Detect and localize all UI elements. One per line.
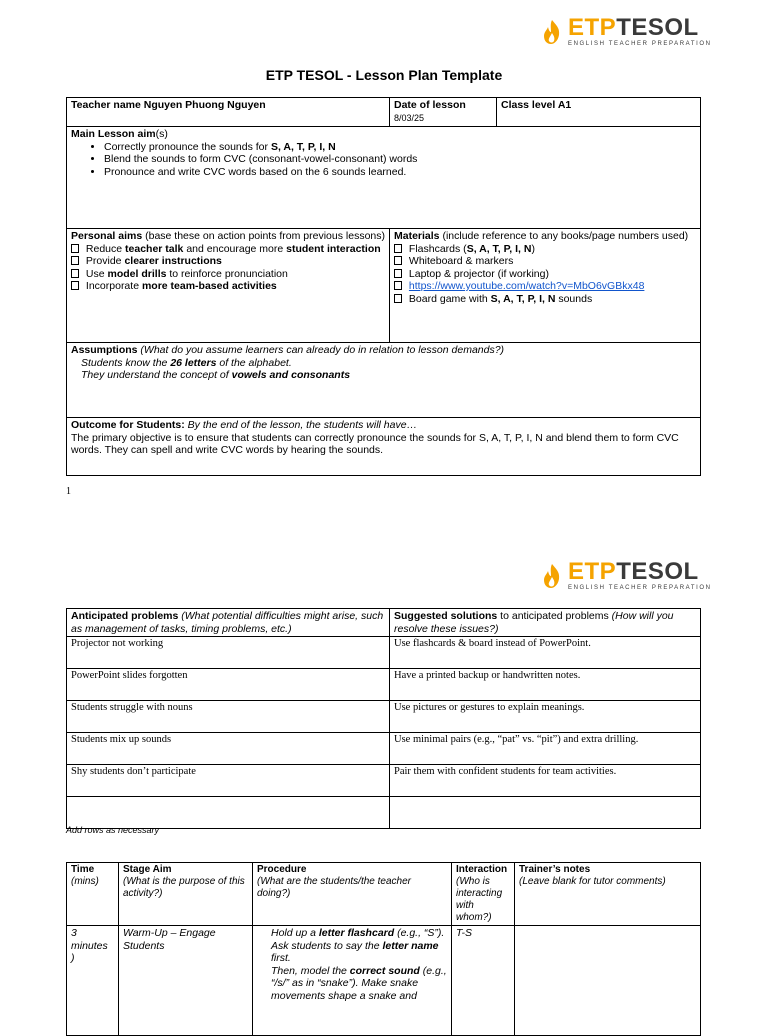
problem-cell — [67, 797, 390, 829]
checkbox-icon — [394, 244, 402, 253]
material-bold: S, A, T, P, I, N — [490, 292, 556, 305]
solution-cell: Use flashcards & board instead of PowerPoint. — [390, 637, 701, 669]
list-item — [71, 280, 385, 293]
checkbox-icon — [71, 269, 79, 278]
list-item — [394, 255, 696, 268]
table-row — [67, 926, 701, 1036]
procedure-step — [257, 927, 447, 940]
table-row — [67, 701, 701, 733]
logo-text-etp: ETP — [568, 558, 617, 585]
list-item — [71, 255, 385, 268]
flame-icon — [540, 563, 564, 589]
material-text: sounds — [555, 292, 593, 305]
list-item — [71, 243, 385, 256]
lesson-plan-table — [66, 97, 701, 476]
problem-cell: PowerPoint slides forgotten — [67, 669, 390, 701]
logo-text-tesol: TESOL — [616, 558, 699, 585]
procedure-heading: Procedure — [257, 864, 307, 875]
procedure-text: Hold up a — [271, 927, 319, 939]
aim-bold: student interaction — [286, 242, 381, 255]
solution-cell: Use pictures or gestures to explain meanings. — [390, 701, 701, 733]
problems-header-row — [67, 609, 701, 637]
assumption-text: They understand the concept of — [81, 369, 232, 381]
procedure-text: (e.g., “S”). — [394, 927, 445, 939]
material-text: Flashcards ( — [406, 242, 467, 255]
youtube-link[interactable]: https://www.youtube.com/watch?v=MbO6vGBkx48 — [408, 280, 645, 292]
outcome-cell — [67, 418, 701, 476]
checkbox-icon — [71, 256, 79, 265]
personal-aims-hint: (base these on action points from previous lessons) — [142, 230, 385, 242]
problem-cell: Projector not working — [67, 637, 390, 669]
main-aim-cell — [67, 127, 701, 229]
stage-header — [119, 863, 253, 926]
aim-text: Pronounce and write CVC words based on the 6 sounds learned. — [104, 165, 407, 178]
list-item — [71, 357, 696, 370]
interaction-heading: Interaction — [456, 864, 508, 875]
problems-header — [67, 609, 390, 637]
list-item — [394, 280, 696, 293]
problem-cell: Students mix up sounds — [67, 733, 390, 765]
class-level: Class level A1 — [501, 99, 572, 111]
header-row — [67, 98, 701, 127]
assumptions-heading: Assumptions — [71, 344, 138, 356]
procedure-bold: letter flashcard — [318, 927, 395, 939]
interaction-header — [452, 863, 515, 926]
material-text: Whiteboard & markers — [406, 255, 514, 267]
main-aim-list — [71, 141, 696, 179]
aim-sounds: S, A, T, P, I, N — [270, 140, 336, 153]
procedure-cell — [253, 926, 452, 1036]
aim-text: Blend the sounds to form CVC (consonant-vowel-consonant) words — [104, 153, 418, 165]
checkbox-icon — [394, 294, 402, 303]
personal-aims-cell — [67, 229, 390, 343]
list-item — [394, 293, 696, 306]
material-bold: S, A, T, P, I, N — [466, 242, 532, 255]
problem-cell: Shy students don’t participate — [67, 765, 390, 797]
teacher-name: Teacher name Nguyen Phuong Nguyen — [71, 99, 266, 111]
aim-text: Correctly pronounce the sounds for — [104, 140, 271, 153]
assumption-text: of the alphabet. — [216, 356, 292, 369]
solutions-header — [390, 609, 701, 637]
list-item — [71, 268, 385, 281]
logo-tagline: ENGLISH TEACHER PREPARATION — [568, 585, 712, 591]
aim-text: Reduce — [83, 242, 126, 255]
table-row — [67, 733, 701, 765]
checkbox-icon — [394, 269, 402, 278]
solution-cell: Have a printed backup or handwritten notes. — [390, 669, 701, 701]
class-level-cell — [497, 98, 701, 127]
checkbox-icon — [71, 244, 79, 253]
procedure-text: Then, model the — [271, 964, 350, 977]
aim-bold: clearer instructions — [124, 255, 222, 267]
add-rows-note: Add rows as necessary — [66, 825, 160, 835]
assumptions-hint: (What do you assume learners can already do in relation to lesson demands?) — [137, 344, 505, 356]
trainer-notes-hint: (Leave blank for tutor comments) — [519, 876, 666, 887]
interaction-cell — [452, 926, 515, 1036]
aim-text: Provide — [83, 255, 125, 267]
etp-tesol-logo — [540, 560, 712, 591]
procedure-bold: letter name — [382, 939, 439, 952]
outcome-text: The primary objective is to ensure that students can correctly pronounce the sounds for S, A, T, P, I, N and blend them to form CVC words. They can spell and write CVC words by hearing the sounds. — [71, 431, 679, 456]
outcome-heading: Outcome for Students: — [71, 419, 185, 431]
procedure-hint: (What are the students/the teacher doing?) — [257, 876, 411, 899]
stage-header-row — [67, 863, 701, 926]
etp-tesol-logo — [540, 16, 712, 47]
aim-text: to reinforce pronunciation — [166, 267, 288, 280]
aim-bold: teacher talk — [125, 242, 184, 255]
procedure-step — [257, 940, 447, 965]
materials-hint: (include reference to any books/page numbers used) — [439, 230, 689, 242]
teacher-name-cell — [67, 98, 390, 127]
problems-hint: (What potential difficulties might arise, such as management of tasks, timing problems, etc.) — [71, 610, 384, 635]
stage-heading: Stage Aim — [123, 864, 172, 875]
time-value: 3 minutes ) — [71, 927, 108, 964]
trainer-notes-cell — [515, 926, 701, 1036]
assumption-text: Students know the — [81, 356, 171, 369]
assumption-bold: vowels and consonants — [231, 369, 351, 381]
aim-bold: more team-based activities — [141, 280, 277, 292]
logo-tagline: ENGLISH TEACHER PREPARATION — [568, 41, 712, 47]
aim-text: and encourage more — [183, 242, 287, 255]
material-text: Board game with — [406, 292, 491, 305]
checkbox-icon — [394, 281, 402, 290]
table-row — [67, 765, 701, 797]
solutions-hint: (How will you resolve these issues?) — [394, 610, 674, 635]
procedure-text: Ask students to say the — [271, 939, 383, 952]
assumptions-row — [67, 343, 701, 418]
personal-aims-heading: Personal aims — [71, 230, 143, 242]
list-item — [394, 268, 696, 281]
date-cell — [390, 98, 497, 127]
time-hint: (mins) — [71, 876, 99, 887]
document-title: ETP TESOL - Lesson Plan Template — [265, 67, 503, 83]
procedure-text: first. — [271, 952, 291, 964]
table-row — [67, 637, 701, 669]
stage-hint: (What is the purpose of this activity?) — [123, 876, 245, 899]
aims-materials-row — [67, 229, 701, 343]
procedure-step — [257, 965, 447, 1003]
solutions-heading: Suggested solutions — [394, 610, 498, 622]
trainer-notes-header — [515, 863, 701, 926]
material-text: Laptop & projector (if working) — [406, 267, 549, 280]
aim-bold: model drills — [107, 267, 167, 280]
materials-cell — [390, 229, 701, 343]
problems-table — [66, 608, 701, 829]
stage-cell — [119, 926, 253, 1036]
stage-value: Warm-Up – Engage Students — [123, 927, 216, 952]
table-row — [67, 669, 701, 701]
problems-heading: Anticipated problems — [71, 610, 179, 622]
main-aim-row — [67, 127, 701, 229]
solution-cell — [390, 797, 701, 829]
checkbox-icon — [71, 281, 79, 290]
table-row — [67, 797, 701, 829]
list-item — [71, 369, 696, 382]
list-item — [394, 243, 696, 256]
logo-text-tesol: TESOL — [616, 14, 699, 41]
list-item — [104, 141, 696, 154]
main-aim-heading: Main Lesson aim — [71, 128, 156, 140]
time-cell — [67, 926, 119, 1036]
time-heading: Time — [71, 864, 95, 875]
interaction-value: T-S — [456, 927, 472, 939]
flame-icon — [540, 19, 564, 45]
outcome-row — [67, 418, 701, 476]
assumptions-cell — [67, 343, 701, 418]
aim-text: Incorporate — [83, 280, 142, 292]
interaction-hint: (Who is interacting with whom?) — [456, 876, 503, 923]
problem-cell: Students struggle with nouns — [67, 701, 390, 733]
aim-text: Use — [83, 267, 108, 280]
date-value: 8/03/25 — [394, 112, 425, 123]
solution-cell: Use minimal pairs (e.g., “pat” vs. “pit”) and extra drilling. — [390, 733, 701, 765]
stage-table — [66, 862, 701, 1036]
page-number: 1 — [66, 486, 71, 497]
time-header — [67, 863, 119, 926]
checkbox-icon — [394, 256, 402, 265]
procedure-header — [253, 863, 452, 926]
assumption-bold: 26 letters — [170, 356, 217, 369]
list-item — [104, 153, 696, 166]
date-label: Date of lesson — [394, 99, 466, 111]
procedure-bold: correct sound — [349, 964, 420, 977]
solution-cell: Pair them with confident students for team activities. — [390, 765, 701, 797]
material-text: ) — [531, 242, 535, 255]
solutions-text: to anticipated problems — [497, 610, 612, 622]
main-aim-suffix: (s) — [155, 128, 168, 140]
outcome-hint: By the end of the lesson, the students will have… — [184, 419, 418, 431]
procedure-text: (e.g., “/s/” as in “snake”). Make snake movements shape a snake and — [271, 964, 447, 1002]
list-item — [104, 166, 696, 179]
trainer-notes-heading: Trainer’s notes — [519, 864, 591, 875]
logo-text-etp: ETP — [568, 14, 617, 41]
materials-heading: Materials — [394, 230, 440, 242]
